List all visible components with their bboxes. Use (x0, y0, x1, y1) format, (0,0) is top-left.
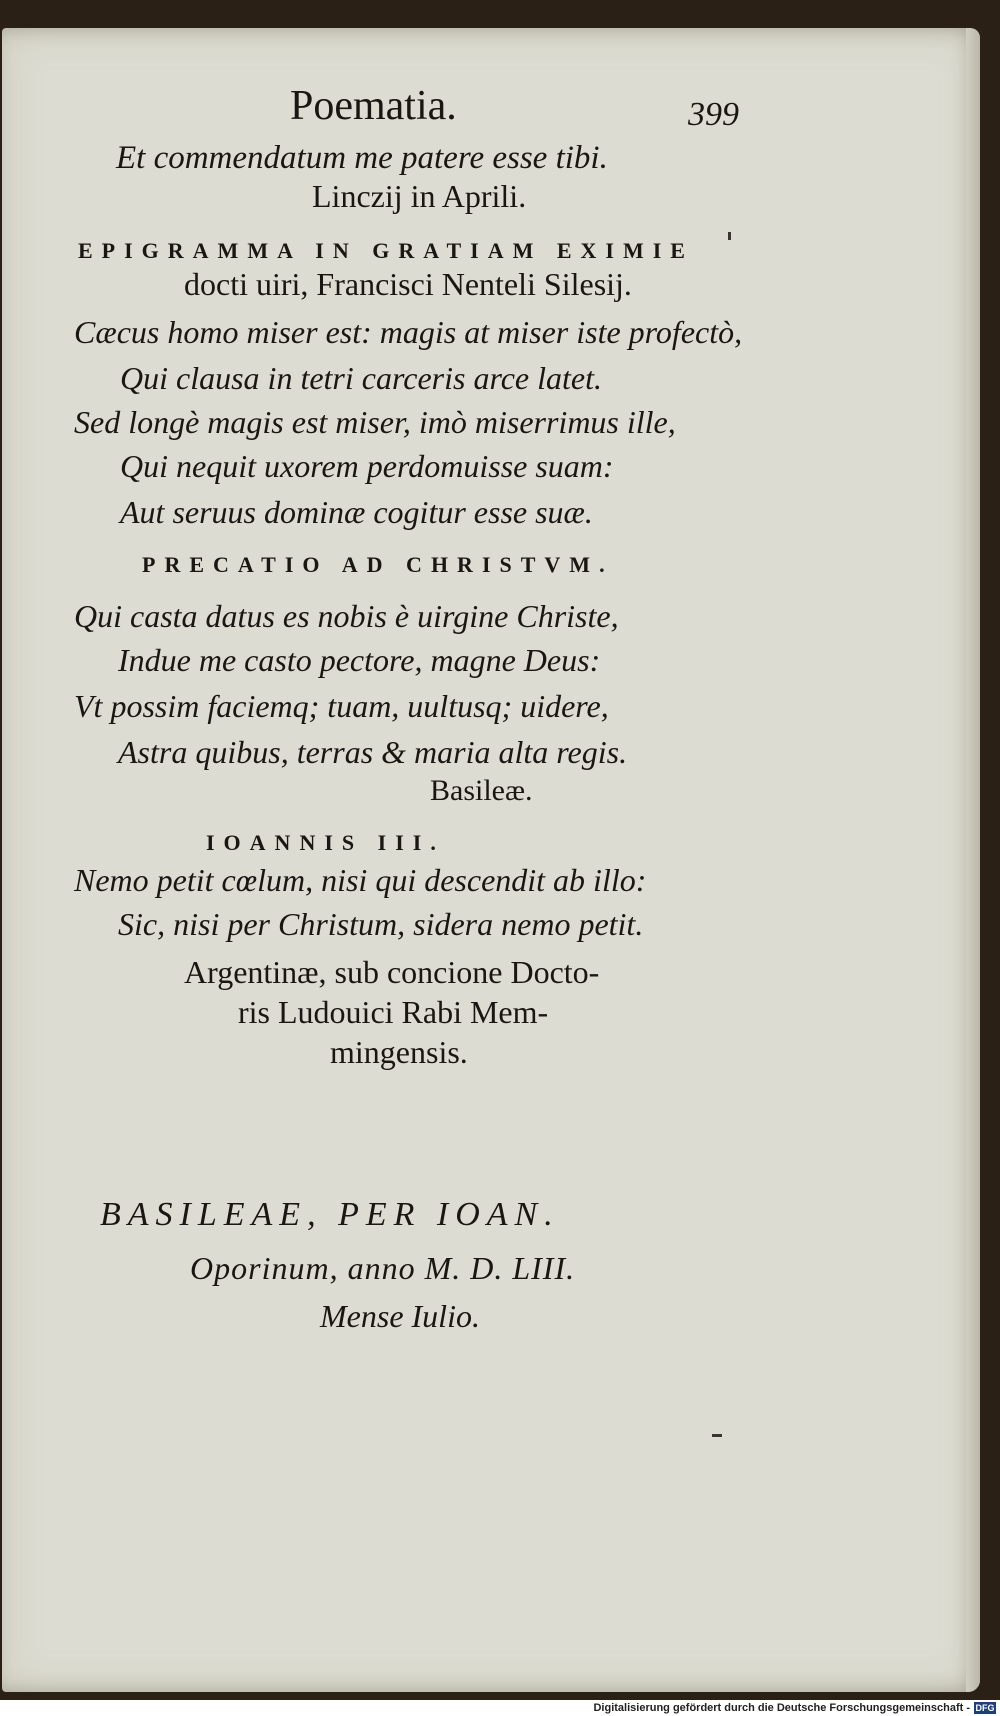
text-line: Aut seruus dominæ cogitur esse suæ. (120, 494, 593, 530)
text-line: Astra quibus, terras & maria alta regis. (118, 734, 628, 770)
ink-speck (712, 1434, 722, 1437)
dfg-logo: DFG (975, 1703, 995, 1713)
text-line: mingensis. (330, 1034, 468, 1070)
text-line: Qui casta datus es nobis è uirgine Christe, (74, 598, 619, 634)
page-edge (966, 28, 980, 1692)
text-line: Sic, nisi per Christum, sidera nemo petit. (118, 906, 644, 942)
colophon-line: BASILEAE, PER IOAN. (100, 1196, 560, 1233)
section-heading: EPIGRAMMA IN GRATIAM EXIMIE (78, 238, 694, 263)
text-line: Nemo petit cœlum, nisi qui descendit ab illo: (74, 862, 647, 898)
text-line: Basileæ. (430, 774, 533, 807)
text-line: Et commendatum me patere esse tibi. (116, 140, 608, 176)
text-line: Qui clausa in tetri carceris arce latet. (120, 360, 602, 396)
digitization-credit: Digitalisierung gefördert durch die Deutsche Forschungsgemeinschaft - (593, 1702, 970, 1714)
text-line: Cæcus homo miser est: magis at miser iste profectò, (74, 314, 743, 350)
text-line: ris Ludouici Rabi Mem- (238, 994, 549, 1030)
text-line: Vt possim faciemq; tuam, uultusq; uidere, (74, 688, 609, 724)
ink-speck (728, 232, 731, 240)
section-heading: PRECATIO AD CHRISTVM. (142, 552, 614, 577)
page-number: 399 (688, 96, 739, 133)
section-heading: IOANNIS III. (206, 830, 445, 855)
text-line: Sed longè magis est miser, imò miserrimus ille, (74, 404, 676, 440)
colophon-line: Mense Iulio. (320, 1298, 480, 1334)
running-title: Poematia. (290, 83, 457, 129)
text-line: docti uiri, Francisci Nenteli Silesij. (184, 266, 632, 302)
text-line: Indue me casto pectore, magne Deus: (118, 642, 601, 678)
text-line: Qui nequit uxorem perdomuisse suam: (120, 448, 614, 484)
text-line: Argentinæ, sub concione Docto- (184, 954, 600, 990)
colophon-line: Oporinum, anno M. D. LIII. (190, 1250, 576, 1286)
text-line: Linczij in Aprili. (312, 178, 527, 214)
